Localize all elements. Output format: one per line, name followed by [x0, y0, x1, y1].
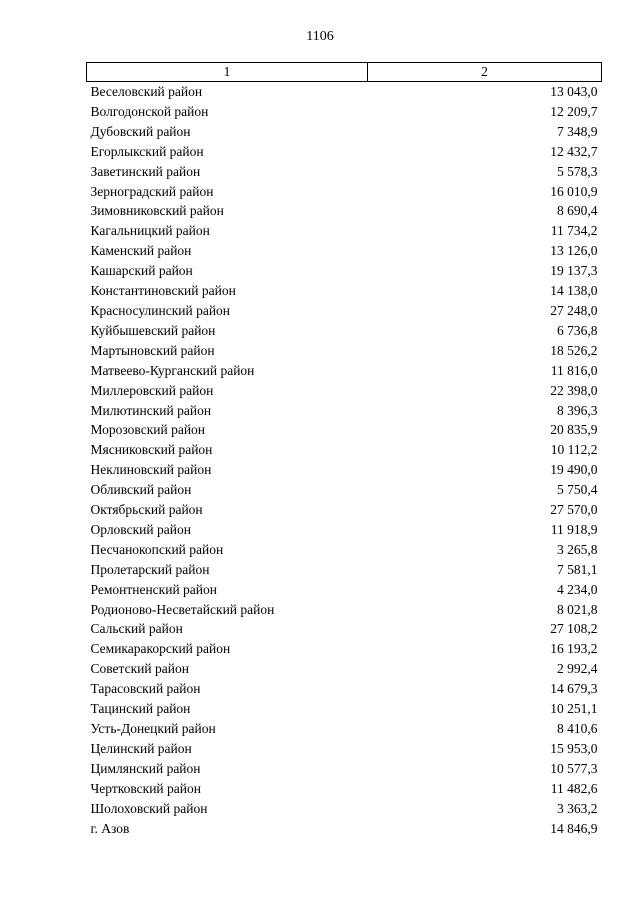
table-row [87, 480, 602, 500]
district-value: 8 410,6 [557, 721, 598, 736]
district-value: 5 578,3 [557, 163, 598, 179]
district-name: Егорлыкский район [90, 143, 204, 159]
table-row [87, 401, 602, 421]
district-value: 4 234,0 [557, 581, 598, 597]
district-value: 20 835,9 [550, 422, 598, 438]
table-row [87, 560, 602, 580]
district-name: Зимовниковский район [90, 203, 224, 219]
table-row [87, 580, 602, 600]
district-name: Обливский район [90, 482, 192, 498]
table-row [87, 520, 602, 540]
district-value: 27 248,0 [550, 302, 598, 318]
district-name: Сальский район [90, 621, 183, 637]
district-name: Тацинский район [90, 701, 191, 717]
district-name: Ремонтненский район [90, 581, 217, 597]
district-value: 10 251,1 [550, 701, 598, 717]
district-name: Каменский район [90, 243, 192, 259]
district-name: Целинский район [90, 740, 192, 756]
district-name: Красносулинский район [90, 302, 231, 318]
table-row [87, 361, 602, 381]
district-value: 2 992,4 [557, 661, 598, 677]
district-value: 11 816,0 [550, 362, 598, 378]
district-value: 5 750,4 [557, 482, 598, 498]
district-value: 19 137,3 [550, 263, 598, 279]
district-value: 14 679,3 [550, 681, 598, 697]
table-row [87, 301, 602, 321]
district-value: 10 577,3 [550, 760, 598, 776]
district-name: Тарасовский район [90, 681, 201, 697]
district-value: 12 209,7 [550, 103, 598, 119]
table-row [87, 739, 602, 759]
district-name: Дубовский район [90, 123, 191, 139]
table-row [87, 82, 602, 102]
district-value: 22 398,0 [550, 382, 598, 398]
table-row [87, 819, 602, 839]
district-name: Кашарский район [90, 263, 193, 279]
table-row [87, 600, 602, 620]
district-value: 14 138,0 [550, 283, 598, 299]
district-name: Неклиновский район [90, 462, 212, 478]
table-row [87, 162, 602, 182]
table-row [87, 261, 602, 281]
table-row [87, 122, 602, 142]
table-row [87, 241, 602, 261]
district-name: Семикаракорский район [90, 641, 231, 657]
district-name: Песчанокопский район [90, 541, 224, 557]
table-row [87, 440, 602, 460]
district-value: 8 690,4 [557, 203, 598, 219]
table-row [87, 381, 602, 401]
district-name: Милютинский район [90, 402, 212, 418]
district-name: Советский район [90, 661, 189, 677]
district-value: 3 363,2 [557, 800, 598, 816]
table-row [87, 142, 602, 162]
table-row [87, 341, 602, 361]
table-row [87, 619, 602, 639]
district-value: 12 432,7 [550, 143, 598, 159]
district-value: 11 734,2 [550, 223, 598, 239]
district-value: 6 736,8 [557, 322, 598, 338]
district-value: 13 043,0 [550, 84, 598, 99]
district-value: 16 193,2 [550, 641, 598, 657]
district-name: г. Азов [90, 820, 130, 836]
district-value: 3 265,8 [557, 541, 598, 557]
district-name: Шолоховский район [90, 800, 208, 816]
district-value: 18 526,2 [550, 342, 598, 358]
district-value: 7 581,1 [557, 561, 598, 577]
district-name: Волгодонской район [90, 103, 209, 119]
district-name: Мясниковский район [90, 442, 213, 458]
table-body [87, 82, 602, 839]
table-row [87, 779, 602, 799]
district-name: Миллеровский район [90, 382, 214, 398]
district-name: Зерноградский район [90, 183, 214, 199]
district-name: Цимлянский район [90, 760, 201, 776]
district-value: 8 021,8 [557, 601, 598, 617]
table-row [87, 659, 602, 679]
district-name: Куйбышевский район [90, 322, 216, 338]
district-value: 14 846,9 [550, 820, 598, 836]
district-value: 16 010,9 [550, 183, 598, 199]
district-value: 10 112,2 [550, 442, 598, 458]
district-name: Мартыновский район [90, 342, 215, 358]
table-row [87, 759, 602, 779]
district-name: Заветинский район [90, 163, 201, 179]
table-row [87, 639, 602, 659]
district-value: 19 490,0 [550, 462, 598, 478]
district-value: 15 953,0 [550, 740, 598, 756]
district-name: Чертковский район [90, 780, 201, 796]
district-name: Морозовский район [90, 422, 206, 438]
table-row [87, 321, 602, 341]
data-table [86, 62, 602, 838]
column-header-1: 1 [87, 63, 368, 82]
district-name: Родионово-Несветайский район [90, 601, 275, 617]
table-row [87, 799, 602, 819]
district-name: Кагальницкий район [90, 223, 210, 239]
district-name: Орловский район [90, 521, 191, 537]
table-row [87, 281, 602, 301]
table-row [87, 679, 602, 699]
district-value: 11 918,9 [550, 521, 598, 537]
district-value: 13 126,0 [550, 243, 598, 259]
table-header-row [87, 63, 602, 82]
table-row [87, 699, 602, 719]
district-value: 7 348,9 [557, 123, 598, 139]
table-row [87, 500, 602, 520]
district-value: 27 570,0 [550, 502, 598, 518]
district-name: Веселовский район [90, 84, 203, 99]
district-name: Константиновский район [90, 283, 236, 299]
district-name: Матвеево-Курганский район [90, 362, 255, 378]
table-row [87, 201, 602, 221]
table-row [87, 102, 602, 122]
district-name: Усть-Донецкий район [90, 721, 216, 736]
table-row [87, 460, 602, 480]
table-row [87, 182, 602, 202]
district-name: Пролетарский район [90, 561, 210, 577]
district-value: 11 482,6 [550, 780, 598, 796]
district-name: Октябрьский район [90, 502, 203, 518]
page-number: 1106 [306, 29, 334, 44]
table-row [87, 420, 602, 440]
column-header-2: 2 [368, 63, 602, 82]
table-row [87, 719, 602, 739]
district-value: 8 396,3 [557, 402, 598, 418]
table-row [87, 221, 602, 241]
district-value: 27 108,2 [550, 621, 598, 637]
table-row [87, 540, 602, 560]
